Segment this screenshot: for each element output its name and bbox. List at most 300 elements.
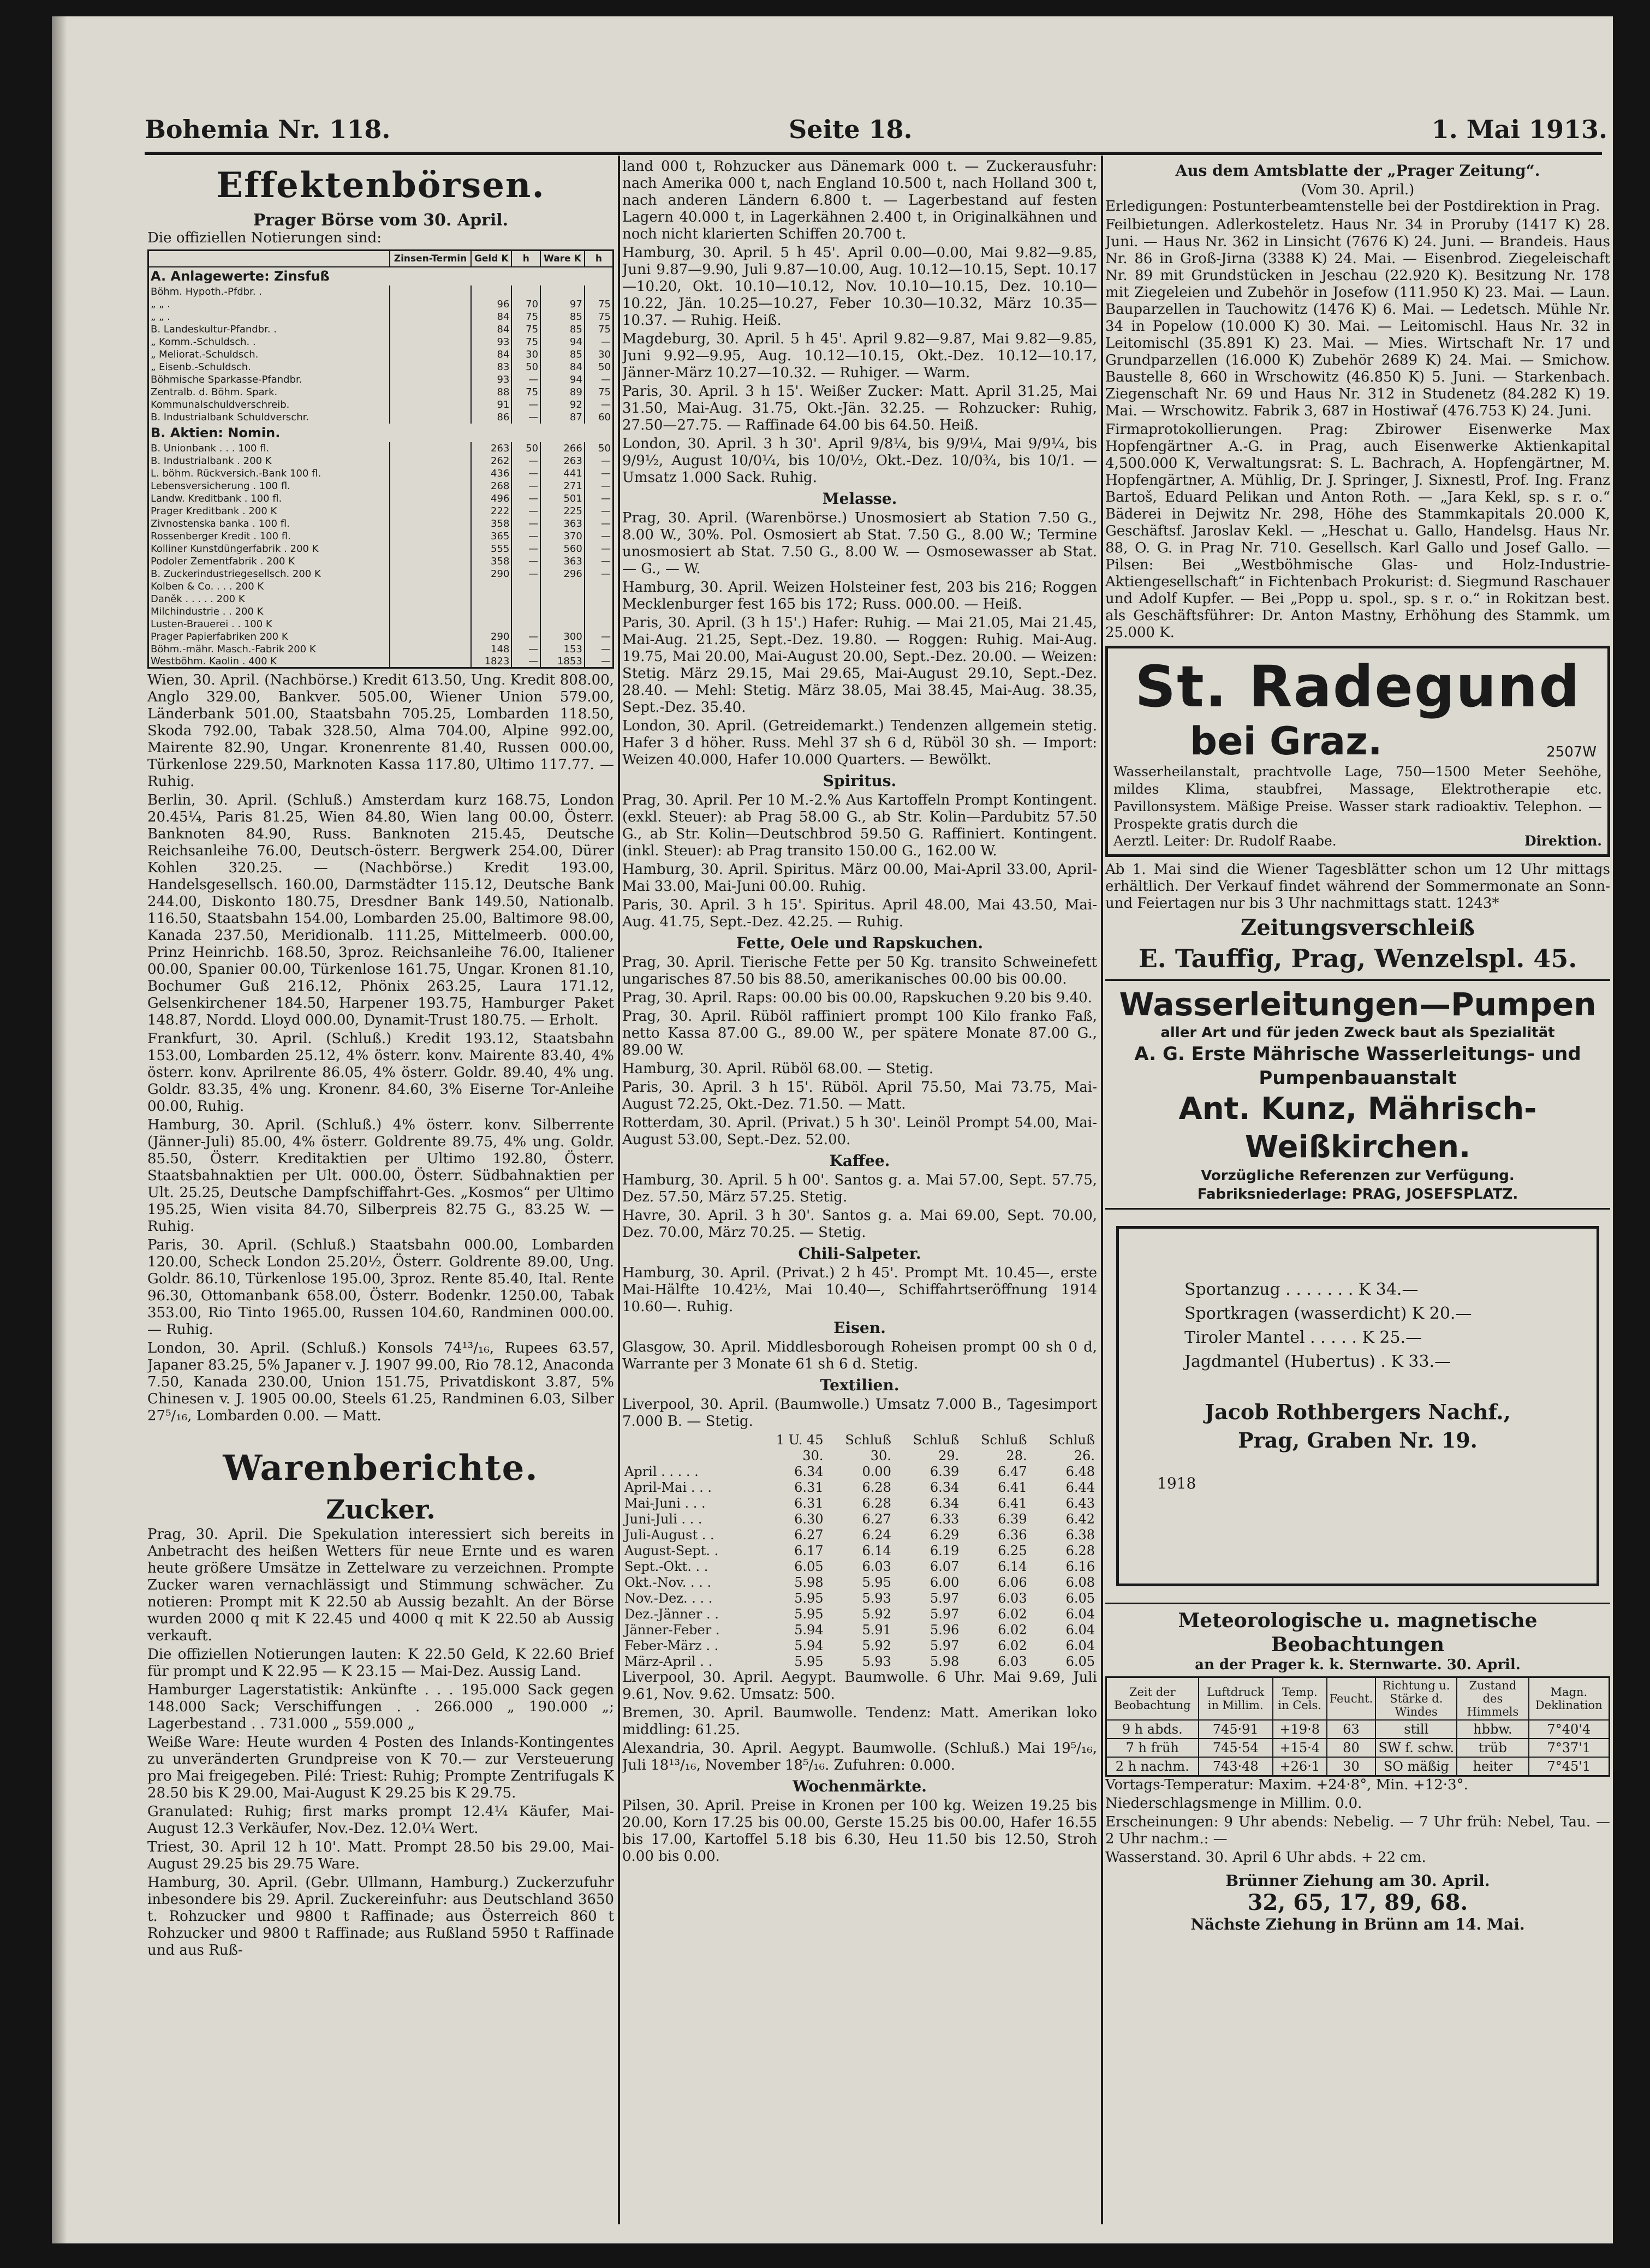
table-cell: 6.29 bbox=[930, 1527, 960, 1543]
table-cell: — bbox=[511, 643, 540, 656]
meteorology-table bbox=[1105, 1676, 1610, 1777]
page-header bbox=[145, 115, 1607, 147]
header-row bbox=[622, 1432, 1097, 1448]
table-cell: 6.36 bbox=[998, 1527, 1027, 1543]
table-cell bbox=[390, 530, 471, 543]
table-cell: 743·48 bbox=[1199, 1757, 1273, 1776]
table-cell: 745·54 bbox=[1199, 1739, 1273, 1757]
report-paragraph: Prag, 30. April. Tierische Fette per 50 Kg. transito Schweinefett ungarisches 87.50 bis 88.50, amerikanisches 00.00 bis 00.00. bbox=[622, 954, 1097, 987]
table-row bbox=[622, 1543, 1097, 1558]
table-cell: — bbox=[511, 455, 540, 467]
ad-firm-name: Jacob Rothbergers Nachf., bbox=[1205, 1400, 1511, 1424]
report-paragraph: Havre, 30. April. 3 h 30'. Santos g. a. Mai 69.00, Sept. 70.00, Dez. 70.00, März 70.25. — Stetig. bbox=[622, 1207, 1097, 1241]
table-cell: 30 bbox=[511, 348, 540, 361]
table-cell: Kolliner Kunstdüngerfabrik . 200 K bbox=[148, 543, 390, 555]
table-cell: Landw. Kreditbank . 100 fl. bbox=[148, 492, 390, 505]
table-cell: trüb bbox=[1457, 1739, 1528, 1757]
report-paragraph: Bremen, 30. April. Baumwolle. Tendenz: Matt. Amerikan loko middling: 61.25. bbox=[622, 1705, 1097, 1738]
table-cell: 6.42 bbox=[1065, 1511, 1095, 1527]
table-cell: Juli-August . . bbox=[624, 1527, 714, 1543]
table-cell: Lusten-Brauerei . . 100 K bbox=[148, 618, 390, 630]
exchange-reports bbox=[147, 672, 614, 1425]
report-paragraph: Hamburg, 30. April. (Schluß.) 4% österr. konv. Silberrente (Jänner-Juli) 85.00, 4% österr. Goldrente 89.75, 4% ung. Goldr. 85.50, Österr. Kreditaktien per Ultimo 192.80, Österr. Staatsbahnaktien per Ult. 000.00, Österr. Südbahnaktien per Ult. 25.25, Deutsche Dampfschiffahrt-Ges. „Kosmos“ per Ultimo 195.25, Wien visita 84.70, Silberpreis 82.75 G., 83.25 W. — Ruhig. bbox=[147, 1117, 614, 1235]
column-2 bbox=[622, 158, 1097, 2211]
header-issue: Bohemia Nr. 118. bbox=[145, 115, 391, 144]
column-header bbox=[148, 251, 390, 267]
amtsblatt-date: (Vom 30. April.) bbox=[1301, 182, 1415, 198]
table-cell: Zentralb. d. Böhm. Spark. bbox=[148, 386, 390, 398]
table-cell: 75 bbox=[585, 311, 613, 323]
table-cell bbox=[390, 285, 471, 298]
table-cell: 5.95 bbox=[794, 1590, 824, 1606]
notice-text: Ab 1. Mai sind die Wiener Tagesblätter schon um 12 Uhr mittags erhältlich. Der Verkauf findet während der Sommermonate an Sonn- und Feiertagen nur bis 3 Uhr nachmittags statt. bbox=[1105, 861, 1610, 912]
table-cell: 6.41 bbox=[998, 1495, 1027, 1511]
table-row bbox=[148, 530, 613, 543]
table-row bbox=[1106, 1757, 1610, 1776]
report-paragraph: Niederschlagsmenge in Millim. 0.0. bbox=[1105, 1795, 1362, 1812]
table-cell: „ Eisenb.-Schuldsch. bbox=[148, 361, 390, 373]
table-cell: 85 bbox=[540, 311, 585, 323]
table-cell: 496 bbox=[471, 492, 511, 505]
table-cell: — bbox=[585, 643, 613, 656]
table-cell: 75 bbox=[511, 336, 540, 348]
column-header: Feucht. bbox=[1327, 1677, 1376, 1721]
column-header: Schluß bbox=[1049, 1432, 1095, 1448]
table-cell bbox=[390, 593, 471, 605]
table-cell: — bbox=[511, 555, 540, 568]
table-cell: 370 bbox=[540, 530, 585, 543]
table-cell: B. Landeskultur-Pfandbr. . bbox=[148, 323, 390, 336]
table-cell: April . . . . . bbox=[624, 1463, 699, 1479]
table-cell: 89 bbox=[540, 386, 585, 398]
column-header: Schluß bbox=[981, 1432, 1027, 1448]
table-cell: B. Zuckerindustriegesellsch. 200 K bbox=[148, 568, 390, 580]
report-paragraph: Prag, 30. April. (Warenbörse.) Unosmosiert ab Station 7.50 G., 8.00 W., 30%. Pol. Osmosiert ab Stat. 7.50 G., 8.00 W.; Termine unosmosiert ab Stat. 7.50 G., 8.00 W. — Osmosewasser ab Stat. — G., — W. bbox=[622, 510, 1097, 577]
report-paragraph: Prag, 30. April. Die Spekulation interessiert sich bereits in Anbetracht des heißen Wetters für neue Ernte und es waren heute größere Umsätze in Zettelware zu verzeichnen. Prompte Zucker waren vernachlässigt und Stimmung schwächer. Zu notieren: Prompt mit K 22.50 ab Aussig bezahlt. An der Börse wurden 2000 q mit K 22.45 und 4000 q mit K 22.50 ab Aussig verkauft. bbox=[147, 1526, 614, 1644]
column-divider bbox=[1101, 156, 1103, 2224]
column-header: 30. bbox=[802, 1448, 824, 1463]
table-row bbox=[148, 643, 613, 656]
section-title-fette: Fette, Oele und Rapskuchen. bbox=[736, 934, 984, 952]
verschleiss-heading: Zeitungsverschleiß bbox=[1241, 915, 1475, 940]
table-cell: 268 bbox=[471, 480, 511, 492]
report-paragraph: Weiße Ware: Heute wurden 4 Posten des Inlands-Kontingentes zu unveränderten Grundpreise von K 70.— zur Versteuerung pro Mai freigegeben. Pilé: Triest: Ruhig; Prompte Zentrifugals K 28.50 bis K 29.00, Mai-August K 29.25 bis K 29.75. bbox=[147, 1734, 614, 1801]
table-row bbox=[148, 492, 613, 505]
coffee-reports bbox=[622, 1172, 1097, 1241]
section-title-eisen: Eisen. bbox=[833, 1319, 886, 1337]
table-cell bbox=[390, 568, 471, 580]
table-row bbox=[622, 1606, 1097, 1622]
divider bbox=[1105, 1603, 1610, 1604]
table-cell: 5.95 bbox=[862, 1574, 891, 1590]
ad-price-list bbox=[1184, 1278, 1472, 1374]
table-row bbox=[148, 618, 613, 630]
column-header: Richtung u. Stärke d. Windes bbox=[1375, 1677, 1457, 1721]
section-title-wochenmaerkte: Wochenmärkte. bbox=[793, 1777, 927, 1795]
table-cell: — bbox=[585, 555, 613, 568]
fats-reports bbox=[622, 954, 1097, 1148]
table-cell: 5.94 bbox=[794, 1622, 824, 1638]
table-row bbox=[148, 480, 613, 492]
table-cell: 6.34 bbox=[930, 1495, 960, 1511]
table-cell: — bbox=[585, 398, 613, 411]
table-cell: 83 bbox=[471, 361, 511, 373]
table-cell bbox=[390, 348, 471, 361]
table-cell bbox=[390, 555, 471, 568]
column-header: Magn. Deklination bbox=[1529, 1677, 1610, 1721]
table-cell: — bbox=[511, 398, 540, 411]
table-cell bbox=[471, 285, 511, 298]
weekly-market-reports bbox=[622, 1797, 1097, 1865]
securities-table bbox=[147, 249, 614, 669]
table-cell: — bbox=[585, 373, 613, 386]
textile-reports-2 bbox=[622, 1669, 1097, 1774]
table-cell: 6.06 bbox=[998, 1574, 1027, 1590]
table-cell: 94 bbox=[540, 336, 585, 348]
table-cell bbox=[540, 580, 585, 593]
ad-subtitle: bei Graz. bbox=[1190, 719, 1383, 764]
table-cell: 6.04 bbox=[1065, 1638, 1095, 1653]
table-cell: SW f. schw. bbox=[1375, 1739, 1457, 1757]
report-paragraph: Frankfurt, 30. April. (Schluß.) Kredit 193.12, Staatsbahn 153.00, Lombarden 25.12, 4% österr. konv. Mairente 83.40, 4% österr. konv. Aprilrente 86.05, 4% österr. Goldr. 89.40, 4% ung. Goldr. 83.35, 4% ung. Kronenr. 84.60, 3% Eiserne Tor-Anleihe 00.00, Ruhig. bbox=[147, 1031, 614, 1115]
table-cell: 5.94 bbox=[794, 1638, 824, 1653]
table-cell: 5.95 bbox=[794, 1606, 824, 1622]
table-cell: 6.43 bbox=[1065, 1495, 1095, 1511]
price-item: Jagdmantel (Hubertus) . K 33.— bbox=[1184, 1352, 1451, 1371]
table-cell: 300 bbox=[540, 630, 585, 643]
table-cell: SO mäßig bbox=[1375, 1757, 1457, 1776]
report-paragraph: Glasgow, 30. April. Middlesborough Roheisen prompt 00 sh 0 d, Warrante per 3 Monate 61 sh 6 d. Stetig. bbox=[622, 1339, 1097, 1372]
report-paragraph: land 000 t, Rohzucker aus Dänemark 000 t. — Zuckerausfuhr: nach Amerika 000 t, nach England 10.500 t, nach Holland 300 t, nach anderen Ländern 6.800 t. — Lagerbestand auf festen Lagern 40.000 t, in Lagerkähnen 2.400 t, in Originalkähnen und noch nicht klarierten Schiffen 20.700 t. bbox=[622, 158, 1097, 242]
table-cell bbox=[540, 593, 585, 605]
table-row bbox=[148, 361, 613, 373]
spirits-reports bbox=[622, 792, 1097, 931]
group-label: A. Anlagewerte: Zinsfuß bbox=[148, 267, 613, 285]
table-cell: 5.93 bbox=[862, 1653, 891, 1669]
price-item: Sportanzug . . . . . . . K 34.— bbox=[1184, 1280, 1419, 1299]
table-cell: 6.41 bbox=[998, 1479, 1027, 1495]
table-row bbox=[148, 630, 613, 643]
table-cell: Mai-Juni . . . bbox=[624, 1495, 706, 1511]
table-cell: „ Meliorat.-Schuldsch. bbox=[148, 348, 390, 361]
report-paragraph: Paris, 30. April. (3 h 15'.) Hafer: Ruhig. — Mai 21.05, Mai 21.45, Mai-Aug. 21.25, Sept.-Dez. 19.80. — Roggen: Ruhig. Mai-Aug. 19.75, Mai 20.00, Mai-August 20.00, Sept.-Dez. 20.00. — Weizen: Stetig. März 29.15, Mai 29.65, Mai-August 29.10, Sept.-Dez. 28.40. — Mehl: Stetig. März 38.05, Mai 38.45, Mai-Aug. 38.35, Sept.-Dez. 35.40. bbox=[622, 615, 1097, 716]
table-cell: 501 bbox=[540, 492, 585, 505]
table-cell: 60 bbox=[585, 411, 613, 424]
newspaper-page bbox=[52, 16, 1613, 2243]
table-row bbox=[148, 568, 613, 580]
cotton-table bbox=[622, 1432, 1097, 1669]
table-cell: — bbox=[585, 656, 613, 668]
table-cell: 358 bbox=[471, 555, 511, 568]
table-cell: 5.93 bbox=[862, 1590, 891, 1606]
table-cell bbox=[585, 580, 613, 593]
table-cell: 6.00 bbox=[930, 1574, 960, 1590]
table-cell: 1823 bbox=[471, 656, 511, 668]
table-cell bbox=[390, 455, 471, 467]
table-cell: 2 h nachm. bbox=[1106, 1757, 1199, 1776]
table-cell: 6.04 bbox=[1065, 1622, 1095, 1638]
table-cell: 263 bbox=[471, 442, 511, 455]
table-cell bbox=[390, 311, 471, 323]
table-row bbox=[622, 1463, 1097, 1479]
table-row bbox=[622, 1590, 1097, 1606]
table-cell: — bbox=[585, 480, 613, 492]
table-cell: 271 bbox=[540, 480, 585, 492]
ad-line: aller Art und für jeden Zweck baut als Spezialität bbox=[1160, 1025, 1555, 1041]
table-cell: 63 bbox=[1327, 1720, 1376, 1739]
table-row bbox=[622, 1479, 1097, 1495]
table-cell: Westböhm. Kaolin . 400 K bbox=[148, 656, 390, 668]
table-cell: 92 bbox=[540, 398, 585, 411]
table-row bbox=[148, 543, 613, 555]
table-cell: 6.05 bbox=[1065, 1653, 1095, 1669]
table-row bbox=[622, 1495, 1097, 1511]
table-header bbox=[622, 1432, 1097, 1463]
section-title-chili: Chili-Salpeter. bbox=[798, 1245, 921, 1263]
binding-shadow bbox=[52, 16, 67, 2243]
table-cell: Prager Papierfabriken 200 K bbox=[148, 630, 390, 643]
report-paragraph: Hamburger Lagerstatistik: Ankünfte . . . 195.000 Sack gegen 148.000 Sack; Verschiffungen . . 266.000 „ 190.000 „; Lagerbestand . . 731.000 „ 559.000 „ bbox=[147, 1682, 614, 1732]
table-header bbox=[1106, 1677, 1610, 1721]
table-cell: 5.95 bbox=[794, 1653, 824, 1669]
report-paragraph: London, 30. April. 3 h 30'. April 9/8¼, bis 9/9¼, Mai 9/9¼, bis 9/9½, August 10/0¼, bis 10/0½, Okt.-Dez. 10/0¾, bis 10/1. — Umsatz 1.000 Sack. Ruhig. bbox=[622, 436, 1097, 486]
report-paragraph: Prag, 30. April. Rüböl raffiniert prompt 100 Kilo franko Faß, netto Kassa 87.00 G., 89.00 W., per spätere Monate 87.00 G., 89.00 W. bbox=[622, 1008, 1097, 1058]
table-cell: Nov.-Dez. . . . bbox=[624, 1590, 713, 1606]
table-cell: 266 bbox=[540, 442, 585, 455]
table-cell bbox=[540, 285, 585, 298]
table-row bbox=[148, 285, 613, 298]
table-row bbox=[148, 336, 613, 348]
table-cell: +26·1 bbox=[1273, 1757, 1327, 1776]
table-cell: 6.03 bbox=[862, 1558, 891, 1574]
table-row bbox=[148, 580, 613, 593]
section-title-kaffee: Kaffee. bbox=[829, 1152, 890, 1170]
table-cell bbox=[511, 605, 540, 618]
table-cell: — bbox=[511, 411, 540, 424]
column-3 bbox=[1105, 158, 1610, 2211]
table-cell: Zivnostenska banka . 100 fl. bbox=[148, 517, 390, 530]
price-item: Sportkragen (wasserdicht) K 20.— bbox=[1184, 1304, 1472, 1323]
table-cell: 80 bbox=[1327, 1739, 1376, 1757]
table-row bbox=[148, 398, 613, 411]
header-rule bbox=[145, 152, 1602, 155]
table-row bbox=[148, 517, 613, 530]
ad-line: A. G. Erste Mährische Wasserleitungs- und bbox=[1134, 1043, 1581, 1065]
table-cell: 6.31 bbox=[794, 1479, 824, 1495]
table-cell: Feber-März . . bbox=[624, 1638, 719, 1653]
table-cell bbox=[511, 580, 540, 593]
table-cell: 365 bbox=[471, 530, 511, 543]
table-cell: 6.34 bbox=[794, 1463, 824, 1479]
table-cell: August-Sept. . bbox=[624, 1543, 719, 1558]
table-cell: — bbox=[585, 530, 613, 543]
table-cell: 93 bbox=[471, 336, 511, 348]
table-cell bbox=[471, 580, 511, 593]
section-title-zucker: Zucker. bbox=[326, 1495, 436, 1525]
table-group-row bbox=[148, 267, 613, 285]
column-header: h bbox=[585, 251, 613, 267]
table-cell: 148 bbox=[471, 643, 511, 656]
note: Die offiziellen Notierungen sind: bbox=[147, 230, 382, 246]
table-cell bbox=[511, 618, 540, 630]
table-row bbox=[622, 1653, 1097, 1669]
table-cell: 153 bbox=[540, 643, 585, 656]
table-cell bbox=[390, 630, 471, 643]
table-cell: +15·4 bbox=[1273, 1739, 1327, 1757]
table-row bbox=[148, 311, 613, 323]
report-paragraph: Granulated: Ruhig; first marks prompt 12.4¼ Käufer, Mai-August 12.3 Verkäufer, Nov.-Dez. 12.0¼ Wert. bbox=[147, 1803, 614, 1837]
column-header: 28. bbox=[1006, 1448, 1027, 1463]
report-paragraph: Alexandria, 30. April. Aegypt. Baumwolle. (Schluß.) Mai 19⁵/₁₆, Juli 18¹³/₁₆, November 18⁵/₁₆. Zufuhren: 0.000. bbox=[622, 1740, 1097, 1773]
table-group-row bbox=[148, 424, 613, 442]
ad-wasserleitungen bbox=[1105, 985, 1610, 1204]
table-row bbox=[148, 373, 613, 386]
table-cell: Böhmische Sparkasse-Pfandbr. bbox=[148, 373, 390, 386]
table-cell: 0.00 bbox=[862, 1463, 891, 1479]
table-cell: 6.08 bbox=[1065, 1574, 1095, 1590]
ad-references: Vorzügliche Referenzen zur Verfügung. bbox=[1201, 1168, 1515, 1184]
molasses-reports bbox=[622, 510, 1097, 769]
table-cell bbox=[511, 593, 540, 605]
ad-direction: Direktion. bbox=[1524, 833, 1602, 849]
report-paragraph: Berlin, 30. April. (Schluß.) Amsterdam kurz 168.75, London 20.45¼, Paris 81.25, Wien 84.80, Wien lang 00.00, Österr. Banknoten 84.90, Russ. Banknoten 215.45, Deutsche Reichsanleihe 76.00, Deutsch-österr. Bergwerk 254.00, Dürer Kohlen 320.25. — (Nachbörse.) Kredit 193.00, Handelsgesellsch. 160.00, Darmstädter 115.12, Deutsche Bank 244.00, Diskonto 180.75, Dresdner Bank 149.50, Nationalb. 116.50, Staatsbahn 154.00, Lombarden 25.00, Baltimore 98.00, Kanada 237.50, Meridionalb. 111.25, Mittelmeerb. 000.00, Prinz Heinrichb. 168.50, 3proz. Reichsanleihe 76.00, Italiener 00.00, Spanier 00.00, Türkenlose 161.75, Ungar. Kronen 81.10, Bochumer Guß 216.12, Phönix 263.25, Laura 171.12, Gelsenkirchener 184.50, Harpener 193.75, Hamburger Paket 148.87, Nordd. Lloyd 000.00, Dynamit-Trust 180.75. — Erholt. bbox=[147, 792, 614, 1028]
column-header: 29. bbox=[938, 1448, 960, 1463]
ad-title: St. Radegund bbox=[1135, 653, 1581, 720]
ad-code: 2507W bbox=[1546, 744, 1597, 760]
table-cell: B. Industrialbank . 200 K bbox=[148, 455, 390, 467]
table-cell: 9 h abds. bbox=[1106, 1720, 1199, 1739]
table-cell bbox=[390, 517, 471, 530]
ad-factory: Fabriksniederlage: PRAG, JOSEFSPLATZ. bbox=[1197, 1186, 1518, 1203]
report-paragraph: Liverpool, 30. April. (Baumwolle.) Umsatz 7.000 B., Tagesimport 7.000 B. — Stetig. bbox=[622, 1396, 1097, 1430]
table-cell bbox=[585, 605, 613, 618]
table-cell: 94 bbox=[540, 373, 585, 386]
table-cell: 290 bbox=[471, 568, 511, 580]
table-row bbox=[622, 1511, 1097, 1527]
newspaper-notice bbox=[1105, 861, 1610, 912]
table-cell: Lebensversicherung . 100 fl. bbox=[148, 480, 390, 492]
tauffig-ad: E. Tauffig, Prag, Wenzelspl. 45. bbox=[1138, 944, 1577, 973]
table-cell bbox=[390, 618, 471, 630]
ad-firm: Ant. Kunz, Mährisch-Weißkirchen. bbox=[1178, 1091, 1537, 1165]
report-paragraph: Prag, 30. April. Raps: 00.00 bis 00.00, Rapskuchen 9.20 bis 9.40. bbox=[622, 990, 1092, 1006]
table-row bbox=[148, 555, 613, 568]
table-cell bbox=[540, 605, 585, 618]
table-cell: — bbox=[585, 630, 613, 643]
meteorology-notes bbox=[1105, 1777, 1610, 1866]
table-cell: 7°45'1 bbox=[1529, 1757, 1610, 1776]
table-cell: 6.03 bbox=[998, 1590, 1027, 1606]
lottery-title: Brünner Ziehung am 30. April. bbox=[1225, 1872, 1490, 1890]
table-cell: Podoler Zementfabrik . 200 K bbox=[148, 555, 390, 568]
table-cell: — bbox=[511, 492, 540, 505]
table-row bbox=[148, 605, 613, 618]
table-cell bbox=[390, 492, 471, 505]
table-cell: 5.98 bbox=[794, 1574, 824, 1590]
table-cell bbox=[390, 323, 471, 336]
report-paragraph: Hamburg, 30. April. Rüböl 68.00. — Stetig. bbox=[622, 1061, 934, 1077]
table-cell: 84 bbox=[471, 348, 511, 361]
column-header: 30. bbox=[870, 1448, 891, 1463]
column-header: Ware K bbox=[540, 251, 585, 267]
table-cell: 363 bbox=[540, 555, 585, 568]
table-cell bbox=[471, 605, 511, 618]
table-cell: 6.27 bbox=[862, 1511, 891, 1527]
table-cell: 5.96 bbox=[930, 1622, 960, 1638]
table-cell: 225 bbox=[540, 505, 585, 517]
report-paragraph: Pilsen, 30. April. Preise in Kronen per 100 kg. Weizen 19.25 bis 20.00, Korn 17.25 bis 00.00, Gerste 15.25 bis 00.00, Hafer 16.55 bis 17.00, Kartoffel 5.18 bis 6.30, Heu 11.50 bis 12.50, Stroh 0.00 bis 0.00. bbox=[622, 1797, 1097, 1865]
ad-doctor: Aerztl. Leiter: Dr. Rudolf Raabe. bbox=[1113, 833, 1337, 849]
table-cell: 6.30 bbox=[794, 1511, 824, 1527]
table-cell: 30 bbox=[1327, 1757, 1376, 1776]
ad-subtitle-row bbox=[1113, 719, 1602, 763]
table-cell bbox=[585, 285, 613, 298]
table-cell: 6.14 bbox=[862, 1543, 891, 1558]
table-cell bbox=[390, 543, 471, 555]
table-cell: 50 bbox=[585, 361, 613, 373]
table-cell bbox=[390, 580, 471, 593]
table-cell: 7 h früh bbox=[1106, 1739, 1199, 1757]
column-header: Schluß bbox=[913, 1432, 960, 1448]
table-cell: heiter bbox=[1457, 1757, 1528, 1776]
section-title-textil: Textilien. bbox=[820, 1376, 900, 1394]
table-cell: 5.98 bbox=[930, 1653, 960, 1669]
report-paragraph: London, 30. April. (Schluß.) Konsols 74¹³/₁₆, Rupees 63.57, Japaner 83.25, 5% Japaner v. J. 1907 99.00, Rio 78.12, Anaconda 7.50, Kanada 230.00, Union 151.75, Privatdiskont 3.87, 5% Chinesen v. J. 1905 00.00, Steels 61.25, Randminen 6.03, Silber 27⁵/₁₆, Lombarden 0.00. — Matt. bbox=[147, 1340, 614, 1424]
table-row bbox=[148, 442, 613, 455]
table-cell: 6.47 bbox=[998, 1463, 1027, 1479]
textile-reports bbox=[622, 1396, 1097, 1430]
column-header: 26. bbox=[1074, 1448, 1095, 1463]
table-cell: „ „ . bbox=[148, 298, 390, 311]
table-cell: — bbox=[511, 517, 540, 530]
table-cell bbox=[511, 285, 540, 298]
column-header bbox=[622, 1448, 756, 1463]
lottery-next: Nächste Ziehung in Brünn am 14. Mai. bbox=[1190, 1915, 1525, 1933]
table-row bbox=[148, 298, 613, 311]
column-1 bbox=[147, 158, 614, 2211]
table-row bbox=[622, 1558, 1097, 1574]
table-cell: hbbw. bbox=[1457, 1720, 1528, 1739]
table-cell: — bbox=[511, 505, 540, 517]
column-header: Schluß bbox=[845, 1432, 891, 1448]
table-header bbox=[148, 251, 613, 267]
table-cell bbox=[390, 386, 471, 398]
table-cell: 6.03 bbox=[998, 1653, 1027, 1669]
column-header: h bbox=[511, 251, 540, 267]
table-cell: 436 bbox=[471, 467, 511, 480]
table-cell: B. Industrialbank Schuldverschr. bbox=[148, 411, 390, 424]
table-cell bbox=[390, 442, 471, 455]
table-cell: 91 bbox=[471, 398, 511, 411]
column-header: Zustand des Himmels bbox=[1457, 1677, 1528, 1721]
table-cell: 85 bbox=[540, 323, 585, 336]
table-cell: 5.97 bbox=[930, 1590, 960, 1606]
report-paragraph: Paris, 30. April. 3 h 15'. Weißer Zucker: Matt. April 31.25, Mai 31.50, Mai-Aug. 31.75, Okt.-Jän. 32.25. — Rohzucker: Ruhig, 27.50—27.75. — Raffinade 64.00 bis 64.50. Heiß. bbox=[622, 383, 1097, 433]
report-paragraph: Rotterdam, 30. April. (Privat.) 5 h 30'. Leinöl Prompt 54.00, Mai-August 53.00, Sept.-Dez. 52.00. bbox=[622, 1115, 1097, 1148]
table-cell: 6.07 bbox=[930, 1558, 960, 1574]
table-cell: 88 bbox=[471, 386, 511, 398]
table-cell: 5.92 bbox=[862, 1606, 891, 1622]
report-paragraph: Hamburg, 30. April. Weizen Holsteiner fest, 203 bis 216; Roggen Mecklenburger fest 165 bis 172; Russ. 000.00. — Heiß. bbox=[622, 579, 1097, 612]
report-paragraph: London, 30. April. (Getreidemarkt.) Tendenzen allgemein stetig. Hafer 3 d höher. Russ. Mehl 37 sh 6 d, Rüböl 30 sh. — Import: Weizen 40.000, Hafer 10.000 Quarters. — Bewölkt. bbox=[622, 718, 1097, 768]
report-paragraph: Erledigungen: Postunterbeamtenstelle bei der Postdirektion in Prag. bbox=[1105, 198, 1600, 215]
iron-reports bbox=[622, 1339, 1097, 1373]
report-paragraph: Hamburg, 30. April. (Privat.) 2 h 45'. Prompt Mt. 10.45—, erste Mai-Hälfte 10.42½, Mai 10.40—, Schiffahrtseröffnung 1914 10.60—. Ruhig. bbox=[622, 1265, 1097, 1315]
table-cell: 50 bbox=[511, 442, 540, 455]
table-cell: Dez.-Jänner . . bbox=[624, 1606, 719, 1622]
table-cell: 75 bbox=[511, 311, 540, 323]
table-cell: 6.05 bbox=[1065, 1590, 1095, 1606]
